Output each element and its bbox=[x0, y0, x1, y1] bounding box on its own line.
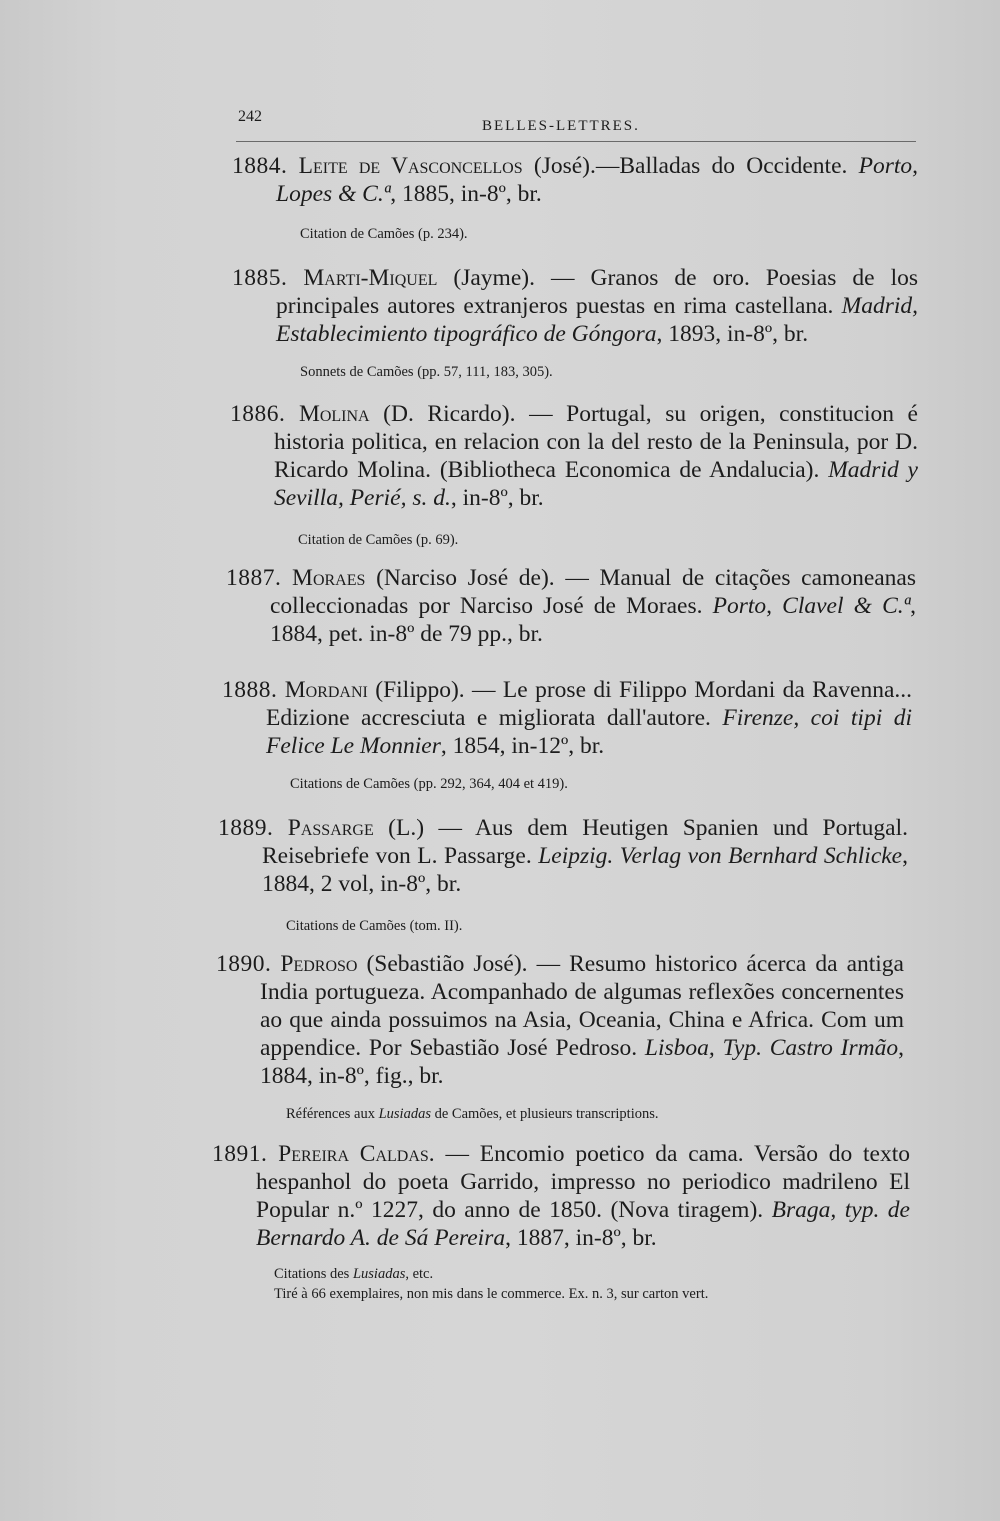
entry-note bbox=[212, 1264, 910, 1284]
entry-number: 1889. bbox=[218, 815, 274, 841]
entry-note: Citations de Camões (tom. II). bbox=[286, 918, 463, 934]
entry-title: — Portugal, su origen, constitucion é historia politica, en relacion con la del resto de la Peninsula, por D. Ricardo Molina. (Bibliotheca Economica de Andalucia). bbox=[274, 401, 918, 483]
entry-number: 1891. bbox=[212, 1141, 268, 1167]
entry-author-rest: (Narciso José de). bbox=[365, 565, 555, 591]
entry-note-emphasis: Lusiadas bbox=[352, 1266, 406, 1282]
entry-note-text: de Camões, et plusieurs transcriptions. bbox=[430, 1106, 659, 1122]
entry-title: — Le prose di Filippo Mordani da Ravenna... Edizione accresciuta e migliorata dall'autore. bbox=[266, 677, 912, 731]
entry-text bbox=[232, 264, 918, 348]
entry-title: —Balladas do Occidente. bbox=[595, 153, 859, 179]
entry-note: Citation de Camões (p. 234). bbox=[300, 226, 468, 242]
entry-author: Leite de Vasconcellos bbox=[298, 153, 523, 179]
entry-number: 1884. bbox=[232, 153, 288, 179]
bibliography-entry-1887 bbox=[226, 564, 916, 648]
page-number: 242 bbox=[238, 108, 262, 125]
entry-author: Pedroso bbox=[280, 951, 358, 977]
entry-text bbox=[222, 676, 912, 760]
entry-text bbox=[232, 152, 918, 208]
bibliography-entry-1885 bbox=[232, 264, 918, 382]
entry-title: — Aus dem Heutigen Spanien und Portugal. Reisebriefe von L. Passarge. bbox=[262, 815, 909, 869]
entry-author: Marti-Miquel bbox=[303, 265, 438, 291]
bibliography-entry-1888 bbox=[222, 676, 912, 794]
entry-details: , 1893, in-8º, br. bbox=[656, 321, 809, 347]
bibliography-entry-1890 bbox=[216, 950, 904, 1124]
entry-note: Citations de Camões (pp. 292, 364, 404 et 419). bbox=[290, 776, 568, 792]
entry-note-text: Citations des bbox=[274, 1266, 353, 1282]
entry-text bbox=[226, 564, 916, 648]
entry-author-rest: (Filippo). bbox=[367, 677, 465, 703]
entry-author-rest: (José). bbox=[522, 153, 596, 179]
entry-number: 1886. bbox=[230, 401, 286, 427]
entry-imprint: Madrid, Establecimiento tipográfico de Góngora bbox=[276, 293, 918, 347]
entry-note-copies: Tiré à 66 exemplaires, non mis dans le commerce. Ex. n. 3, sur carton vert. bbox=[274, 1286, 709, 1302]
entry-title: — Encomio poetico da cama. Versão do texto hespanhol do poeta Garrido, impresso no periodico madrileno El Popular n.º 1227, do anno de 1850. (Nova tiragem). bbox=[256, 1141, 911, 1223]
entry-title: — Resumo historico ácerca da antiga India portugueza. Acompanhado de algumas reflexões concernentes ao que ainda possuimos na Asia, Oceania, China e Africa. Com um appendice. Por Sebastião José Pedroso. bbox=[260, 951, 904, 1061]
entry-details: , 1884, pet. in-8º de 79 pp., br. bbox=[270, 593, 917, 647]
entry-author-rest: . bbox=[428, 1141, 435, 1167]
entry-details: , 1884, in-8º, fig., br. bbox=[260, 1035, 904, 1089]
entry-title: — Granos de oro. Poesias de los principales autores extranjeros puestas en rima castellana. bbox=[276, 265, 919, 319]
entry-imprint: Braga, typ. de Bernardo A. de Sá Pereira bbox=[256, 1197, 910, 1251]
entry-number: 1885. bbox=[232, 265, 288, 291]
entry-details: , 1854, in-12º, br. bbox=[440, 733, 605, 759]
bibliography-entry-1891 bbox=[212, 1140, 910, 1304]
entry-author-rest: (D. Ricardo). bbox=[369, 401, 516, 427]
entry-note-text: , etc. bbox=[405, 1266, 434, 1282]
entry-note: Citation de Camões (p. 69). bbox=[298, 532, 459, 548]
bibliography-entry-1884 bbox=[232, 152, 918, 244]
entry-number: 1887. bbox=[226, 565, 282, 591]
entry-imprint: Porto, Lopes & C.ª bbox=[276, 153, 919, 207]
entry-author-rest: (L.) bbox=[373, 815, 425, 841]
bibliography-entry-1886 bbox=[230, 400, 918, 550]
entry-imprint: Leipzig. Verlag von Bernhard Schlicke bbox=[538, 843, 903, 869]
entry-details: , 1884, 2 vol, in-8º, br. bbox=[262, 843, 908, 897]
entry-author: Passarge bbox=[287, 815, 374, 841]
entry-author: Pereira Caldas bbox=[278, 1141, 429, 1167]
running-head: BELLES-LETTRES. bbox=[482, 118, 640, 134]
entry-text bbox=[212, 1140, 910, 1252]
entry-text bbox=[218, 814, 908, 898]
entry-text bbox=[216, 950, 904, 1090]
header-rule bbox=[236, 141, 916, 142]
entry-note: Sonnets de Camões (pp. 57, 111, 183, 305). bbox=[300, 364, 553, 380]
entry-imprint: Porto, Clavel & C.ª bbox=[712, 593, 911, 619]
entry-details: , 1885, in-8º, br. bbox=[390, 181, 542, 207]
entry-author-rest: (Sebastião José). bbox=[357, 951, 528, 977]
entry-title: — Manual de citações camoneanas colleccionadas por Narciso José de Moraes. bbox=[270, 565, 917, 619]
entry-author-rest: (Jayme). bbox=[437, 265, 535, 291]
entry-note-text: Références aux bbox=[286, 1106, 379, 1122]
entry-author: Mordani bbox=[284, 677, 368, 703]
entry-note-emphasis: Lusiadas bbox=[378, 1106, 431, 1122]
entry-imprint: Firenze, coi tipi di Felice Le Monnier bbox=[266, 705, 912, 759]
entry-details: , in-8º, br. bbox=[450, 485, 544, 511]
entry-details: , 1887, in-8º, br. bbox=[505, 1225, 657, 1251]
entry-number: 1890. bbox=[216, 951, 272, 977]
bibliography-entry-1889 bbox=[218, 814, 908, 936]
entry-imprint: Madrid y Sevilla, Perié, s. d. bbox=[274, 457, 918, 511]
entry-note bbox=[216, 1104, 904, 1124]
entry-imprint: Lisboa, Typ. Castro Irmão bbox=[644, 1035, 899, 1061]
entry-author: Molina bbox=[298, 401, 370, 427]
entry-author: Moraes bbox=[292, 565, 366, 591]
entry-text bbox=[230, 400, 918, 512]
entry-number: 1888. bbox=[222, 677, 278, 703]
